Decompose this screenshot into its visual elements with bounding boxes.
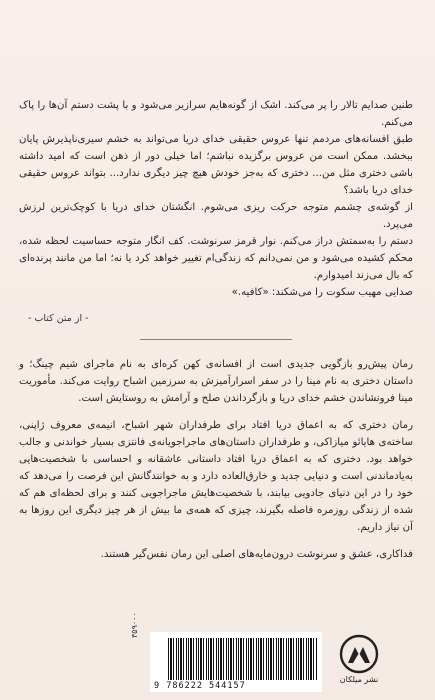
book-summary bbox=[19, 356, 413, 573]
excerpt-paragraph-5: صدایی مهیب سکوت را می‌شکند: «کافیه.» bbox=[231, 287, 413, 298]
barcode-icon bbox=[168, 638, 318, 680]
barcode-digits: 9 786222 544157 bbox=[154, 681, 246, 691]
publisher-name: نشر میلکان bbox=[339, 675, 379, 684]
excerpt-attribution: - از متن کتاب - bbox=[28, 313, 89, 324]
book-excerpt bbox=[19, 97, 413, 301]
price-code: ۳۵۹۰۰۰ bbox=[130, 612, 139, 638]
excerpt-paragraph-4: دستم را به‌سمتش دراز می‌کنم. نوار قرمز سرنوشت. کف انگار متوجه حساسیت لحظه شده، محکم کشیده می‌شود و من نمی‌دانم که زندگی‌ام تغییر خواهد کرد یا نه؛ اما من مانند پرنده‌ای که بال می‌زند امیدوارم. bbox=[19, 236, 413, 281]
publisher-logo bbox=[332, 634, 386, 690]
excerpt-paragraph-1: طنین صدایم تالار را پر می‌کند. اشک از گونه‌هایم سرازیر می‌شود و با پشت دستم آن‌ها را پاک می‌کنم. bbox=[19, 100, 413, 128]
isbn-barcode bbox=[150, 632, 322, 692]
publisher-logo-icon bbox=[339, 634, 379, 674]
section-divider bbox=[140, 339, 292, 340]
summary-paragraph-3: فداکاری، عشق و سرنوشت درون‌مایه‌های اصلی این رمان نفس‌گیر هستند. bbox=[100, 549, 413, 560]
excerpt-paragraph-2: طبق افسانه‌های مردمم تنها عروس حقیقی خدای دریا می‌تواند به خشم سیری‌ناپذیرش پایان ببخشد. ممکن است من عروس برگزیده نباشم؛ اما خیلی دور از ذهن است که امید داشته باشی دختری مثل من... دختری که به‌جز خودش هیچ چیز دیگری ندارد... بتواند عروس حقیقی خدای دریا باشد؟ bbox=[19, 134, 413, 196]
summary-paragraph-1: رمان پیش‌رو بازگویی جدیدی است از افسانه‌ی کهن کره‌ای به نام ماجرای شیم چینگ؛ و داستان دختری به نام مینا را در سفر اسرارآمیزش به سرزمین اشباح روایت می‌کند. مأموریت مینا فرونشاندن خشم خدای دریا و بازگرداندن صلح و آرامش به روستایش است. bbox=[19, 359, 413, 404]
summary-paragraph-2: رمان دختری که به اعماق دریا افتاد برای طرفداران شهر اشباح، انیمه‌ی معروف ژاپنی، ساخته‌ی هایائو میازاکی، و طرفداران داستان‌های ماجراجویانه‌ی فانتزی بسیار خواندنی و جالب خواهد بود. دختری که به اعماق دریا افتاد داستانی عاشقانه و احساسی با شخصیت‌هایی به‌یادماندنی است و دنیایی جدید و خارق‌العاده دارد و به خوانندگانش این فرصت را می‌دهد که خود را در این دنیای جادویی بیابند، با شخصیت‌هایش ماجراجویی کنند و برای لحظه‌ای هم که شده از زندگی روزمره فاصله بگیرند، چیزی که همه‌ی ما بیش از هر چیز دیگری این روزها به آن نیاز داریم. bbox=[19, 420, 413, 533]
excerpt-paragraph-3: از گوشه‌ی چشمم متوجه حرکت ریزی می‌شوم. انگشتان خدای دریا با کوچک‌ترین لرزش می‌پرد. bbox=[19, 202, 413, 230]
